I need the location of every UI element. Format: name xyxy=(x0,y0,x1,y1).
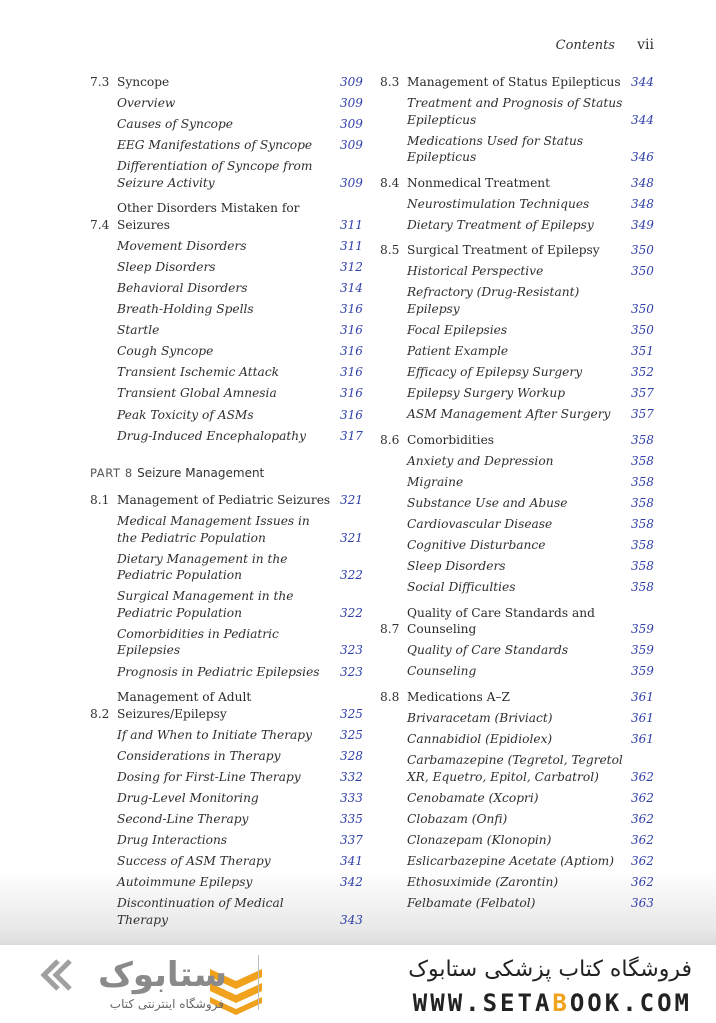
toc-section-8-5 xyxy=(380,242,653,423)
section-number: 8.7 xyxy=(380,622,400,637)
toc-entry[interactable] xyxy=(90,407,362,424)
toc-section-heading[interactable] xyxy=(90,492,362,509)
store-url-part-1: WWW.SETA xyxy=(412,989,553,1017)
section-number: 8.6 xyxy=(380,432,400,447)
toc-left-column xyxy=(90,74,362,937)
entry-title: Neurostimulation Techniques xyxy=(407,196,590,211)
entry-page-number[interactable]: 309 xyxy=(340,117,363,132)
entry-page-number[interactable]: 316 xyxy=(340,407,363,422)
logo-name: ستابوک xyxy=(98,955,227,995)
entry-title: Behavioral Disorders xyxy=(117,280,248,295)
toc-entry[interactable] xyxy=(380,284,653,317)
running-head-title: Contents xyxy=(555,38,615,53)
entry-page-number[interactable]: 316 xyxy=(340,386,363,401)
store-url-part-2: OOK.COM xyxy=(569,989,692,1017)
entry-page-number[interactable]: 361 xyxy=(631,710,654,725)
section-title: Medications A–Z xyxy=(407,689,510,704)
toc-entry[interactable] xyxy=(90,748,362,765)
entry-page-number[interactable]: 346 xyxy=(631,150,654,165)
entry-page-number[interactable]: 317 xyxy=(340,428,363,443)
entry-page-number[interactable]: 362 xyxy=(631,790,654,805)
entry-page-number[interactable]: 343 xyxy=(340,912,363,927)
entry-page-number[interactable]: 358 xyxy=(631,580,654,595)
entry-page-number[interactable]: 316 xyxy=(340,323,363,338)
toc-entry[interactable] xyxy=(90,853,362,870)
toc-entry[interactable] xyxy=(90,158,362,191)
publisher-footer xyxy=(0,945,716,1023)
toc-section-7-4 xyxy=(90,200,362,444)
entry-title: Quality of Care Standards xyxy=(407,643,569,658)
entry-title: Epilepsy Surgery Workup xyxy=(407,386,566,401)
toc-section-8-2 xyxy=(90,689,362,928)
toc-entry[interactable] xyxy=(380,811,653,828)
toc-entry[interactable] xyxy=(380,731,653,748)
entry-page-number[interactable]: 352 xyxy=(631,365,654,380)
toc-section-8-1 xyxy=(90,492,362,680)
entry-page-number[interactable]: 350 xyxy=(631,301,654,316)
store-url xyxy=(413,989,692,1017)
section-page-number[interactable]: 311 xyxy=(340,217,363,232)
section-title: Management of Pediatric Seizures xyxy=(117,493,331,508)
entry-page-number[interactable]: 314 xyxy=(340,280,363,295)
toc-entry[interactable] xyxy=(380,642,653,659)
toc-entry[interactable] xyxy=(380,516,653,533)
entry-title: Felbamate (Felbatol) xyxy=(407,896,536,911)
entry-title: Drug Interactions xyxy=(117,832,228,847)
entry-page-number[interactable]: 328 xyxy=(340,748,363,763)
toc-entry[interactable] xyxy=(90,588,362,621)
toc-entry[interactable] xyxy=(90,769,362,786)
entry-page-number[interactable]: 316 xyxy=(340,365,363,380)
entry-title: Comorbidities in Pediatric Epilepsies xyxy=(117,626,279,658)
entry-title: Autoimmune Epilepsy xyxy=(117,875,253,890)
section-page-number[interactable]: 361 xyxy=(631,689,654,704)
entry-page-number[interactable]: 309 xyxy=(340,175,363,190)
toc-section-heading[interactable] xyxy=(380,74,653,91)
entry-title: Social Difficulties xyxy=(407,580,516,595)
entry-page-number[interactable]: 322 xyxy=(340,568,363,583)
toc-entry[interactable] xyxy=(90,874,362,891)
toc-entry[interactable] xyxy=(90,895,362,928)
entry-page-number[interactable]: 321 xyxy=(340,530,363,545)
toc-entry[interactable] xyxy=(380,453,653,470)
entry-page-number[interactable]: 351 xyxy=(631,343,654,358)
entry-title: Historical Perspective xyxy=(407,264,544,279)
entry-title: Transient Global Amnesia xyxy=(117,386,277,401)
toc-entry[interactable] xyxy=(90,513,362,546)
entry-title: Cardiovascular Disease xyxy=(407,517,553,532)
entry-page-number[interactable]: 358 xyxy=(631,538,654,553)
entry-page-number[interactable]: 349 xyxy=(631,217,654,232)
toc-entry[interactable] xyxy=(90,664,362,681)
section-number: 7.4 xyxy=(90,217,110,232)
entry-title: Cough Syncope xyxy=(117,344,214,359)
entry-page-number[interactable]: 358 xyxy=(631,474,654,489)
toc-entry[interactable] xyxy=(90,428,362,445)
toc-section-8-4 xyxy=(380,175,653,234)
toc-entry[interactable] xyxy=(380,385,653,402)
entry-title: Refractory (Drug-Resistant) Epilepsy xyxy=(407,285,580,316)
entry-title: Movement Disorders xyxy=(117,238,247,253)
entry-page-number[interactable]: 359 xyxy=(631,643,654,658)
entry-title: ASM Management After Surgery xyxy=(407,407,611,422)
entry-title: Causes of Syncope xyxy=(117,117,234,132)
toc-section-heading[interactable] xyxy=(90,200,362,233)
section-page-number[interactable]: 350 xyxy=(631,243,654,258)
section-page-number[interactable]: 309 xyxy=(340,75,363,89)
part-heading xyxy=(90,466,362,480)
entry-title: Overview xyxy=(117,96,176,110)
entry-page-number[interactable]: 363 xyxy=(631,896,654,911)
entry-page-number[interactable]: 342 xyxy=(340,875,363,890)
toc-section-heading[interactable] xyxy=(380,432,653,449)
entry-title: Dosing for First-Line Therapy xyxy=(117,769,301,784)
entry-page-number[interactable]: 362 xyxy=(631,875,654,890)
entry-title: Peak Toxicity of ASMs xyxy=(117,407,254,422)
section-number: 7.3 xyxy=(90,75,110,89)
entry-page-number[interactable]: 362 xyxy=(631,832,654,847)
entry-page-number[interactable]: 323 xyxy=(340,643,363,658)
setabook-logo xyxy=(38,953,278,1019)
entry-page-number[interactable]: 357 xyxy=(631,407,654,422)
entry-title: Counseling xyxy=(407,664,477,679)
entry-title: Medical Management Issues in the Pediatric Population xyxy=(117,514,310,545)
section-title: Management of Adult Seizures/Epilepsy xyxy=(117,690,252,721)
section-number: 8.4 xyxy=(380,175,400,190)
toc-entry[interactable] xyxy=(90,137,362,154)
toc-entry[interactable] xyxy=(380,474,653,491)
entry-title: Clonazepam (Klonopin) xyxy=(407,832,552,847)
toc-entry[interactable] xyxy=(380,196,653,213)
part-title: Seizure Management xyxy=(137,466,265,481)
section-page-number[interactable]: 359 xyxy=(631,622,654,637)
section-page-number[interactable]: 325 xyxy=(340,706,363,721)
entry-title: Cognitive Disturbance xyxy=(407,538,546,553)
entry-page-number[interactable]: 362 xyxy=(631,811,654,826)
toc-entry[interactable] xyxy=(90,626,362,659)
entry-page-number[interactable]: 350 xyxy=(631,322,654,337)
entry-title: Sleep Disorders xyxy=(407,559,506,574)
toc-entry[interactable] xyxy=(380,495,653,512)
entry-title: Cannabidiol (Epidiolex) xyxy=(407,732,553,746)
toc-entry[interactable] xyxy=(90,95,362,112)
section-page-number[interactable]: 344 xyxy=(631,75,654,89)
toc-entry[interactable] xyxy=(90,364,362,381)
toc-entry[interactable] xyxy=(380,853,653,870)
entry-title: Second-Line Therapy xyxy=(117,811,249,826)
entry-page-number[interactable]: 316 xyxy=(340,344,363,359)
section-title: Management of Status Epilepticus xyxy=(407,75,621,89)
toc-entry[interactable] xyxy=(90,551,362,584)
entry-title: Considerations in Therapy xyxy=(117,748,281,763)
toc-entry[interactable] xyxy=(380,537,653,554)
toc-entry[interactable] xyxy=(90,343,362,360)
entry-title: Drug-Level Monitoring xyxy=(117,790,259,805)
toc-entry[interactable] xyxy=(380,364,653,381)
entry-page-number[interactable]: 311 xyxy=(340,238,363,253)
entry-page-number[interactable]: 322 xyxy=(340,605,363,620)
toc-entry[interactable] xyxy=(380,710,653,727)
toc-entry[interactable] xyxy=(90,259,362,276)
toc-entry[interactable] xyxy=(380,406,653,423)
toc-entry[interactable] xyxy=(380,790,653,807)
toc-entry[interactable] xyxy=(90,790,362,807)
entry-page-number[interactable]: 358 xyxy=(631,517,654,532)
entry-page-number[interactable]: 357 xyxy=(631,386,654,401)
entry-title: Anxiety and Depression xyxy=(407,453,554,468)
toc-section-8-3 xyxy=(380,74,653,166)
entry-page-number[interactable]: 309 xyxy=(340,96,363,110)
entry-title: Transient Ischemic Attack xyxy=(117,365,280,380)
toc-section-heading[interactable] xyxy=(380,242,653,259)
entry-title: Efficacy of Epilepsy Surgery xyxy=(407,365,583,380)
entry-title: Focal Epilepsies xyxy=(407,322,508,337)
entry-title: Patient Example xyxy=(407,343,509,358)
entry-page-number[interactable]: 337 xyxy=(340,832,363,847)
toc-entry[interactable] xyxy=(380,322,653,339)
entry-title: Drug-Induced Encephalopathy xyxy=(117,428,307,443)
toc-entry[interactable] xyxy=(90,301,362,318)
toc-section-8-6 xyxy=(380,432,653,596)
running-head-page-number: vii xyxy=(637,37,654,53)
entry-title: Ethosuximide (Zarontin) xyxy=(407,875,559,890)
toc-section-heading[interactable] xyxy=(380,689,653,706)
store-url-accent: B xyxy=(552,989,570,1017)
entry-page-number[interactable]: 333 xyxy=(340,790,363,805)
entry-page-number[interactable]: 312 xyxy=(340,259,363,274)
toc-section-7-3 xyxy=(90,74,362,191)
entry-page-number[interactable]: 362 xyxy=(631,769,654,784)
toc-entry[interactable] xyxy=(380,663,653,680)
toc-right-column xyxy=(380,74,653,921)
entry-title: Sleep Disorders xyxy=(117,259,216,274)
entry-title: Dietary Management in the Pediatric Population xyxy=(117,551,288,583)
entry-page-number[interactable]: 332 xyxy=(340,769,363,784)
toc-entry[interactable] xyxy=(90,385,362,402)
toc-entry[interactable] xyxy=(380,95,653,128)
toc-entry[interactable] xyxy=(90,280,362,297)
toc-section-heading[interactable] xyxy=(380,175,653,192)
entry-title: Discontinuation of Medical Therapy xyxy=(117,896,284,927)
entry-title: If and When to Initiate Therapy xyxy=(117,727,312,742)
toc-entry[interactable] xyxy=(380,579,653,596)
entry-title: Migraine xyxy=(407,474,464,489)
entry-page-number[interactable]: 335 xyxy=(340,811,363,826)
entry-page-number[interactable]: 362 xyxy=(631,853,654,868)
entry-page-number[interactable]: 344 xyxy=(631,112,654,127)
section-title: Comorbidities xyxy=(407,432,495,447)
toc-entry[interactable] xyxy=(90,322,362,339)
entry-page-number[interactable]: 350 xyxy=(631,264,654,279)
toc-entry[interactable] xyxy=(380,217,653,234)
entry-page-number[interactable]: 359 xyxy=(631,664,654,679)
toc-entry[interactable] xyxy=(90,832,362,849)
toc-entry[interactable] xyxy=(380,133,653,166)
entry-title: Carbamazepine (Tegretol, Tegretol XR, Equetro, Epitol, Carbatrol) xyxy=(407,753,623,784)
section-title: Other Disorders Mistaken for Seizures xyxy=(117,201,300,232)
entry-title: Clobazam (Onfi) xyxy=(407,811,508,826)
logo-divider xyxy=(258,955,259,1010)
entry-page-number[interactable]: 309 xyxy=(340,138,363,153)
toc-entry[interactable] xyxy=(90,727,362,744)
entry-title: Treatment and Prognosis of Status Epilepticus xyxy=(407,96,623,127)
entry-title: Substance Use and Abuse xyxy=(407,495,568,510)
toc-entry[interactable] xyxy=(380,832,653,849)
entry-page-number[interactable]: 361 xyxy=(631,732,654,746)
section-number: 8.1 xyxy=(90,493,110,508)
entry-page-number[interactable]: 323 xyxy=(340,664,363,679)
entry-title: Breath-Holding Spells xyxy=(117,302,254,317)
section-number: 8.5 xyxy=(380,243,400,258)
toc-entry[interactable] xyxy=(380,343,653,360)
toc-entry[interactable] xyxy=(380,874,653,891)
logo-tagline: فروشگاه اینترنتی کتاب xyxy=(109,997,224,1011)
toc-entry[interactable] xyxy=(380,895,653,912)
toc-section-heading[interactable] xyxy=(90,74,362,91)
section-page-number[interactable]: 348 xyxy=(631,175,654,190)
entry-page-number[interactable]: 358 xyxy=(631,495,654,510)
section-title: Syncope xyxy=(117,75,170,89)
section-number: 8.8 xyxy=(380,689,400,704)
toc-entry[interactable] xyxy=(90,238,362,255)
section-number: 8.3 xyxy=(380,75,400,89)
toc-section-heading[interactable] xyxy=(90,689,362,722)
section-title: Quality of Care Standards and Counseling xyxy=(407,605,595,637)
entry-title: Differentiation of Syncope from Seizure Activity xyxy=(117,159,313,190)
running-head xyxy=(556,37,654,53)
entry-title: Success of ASM Therapy xyxy=(117,854,271,869)
section-page-number[interactable]: 358 xyxy=(631,432,654,447)
entry-title: Surgical Management in the Pediatric Population xyxy=(117,589,294,620)
entry-title: Brivaracetam (Briviact) xyxy=(407,710,553,725)
part-number: 8 xyxy=(124,466,133,481)
entry-page-number[interactable]: 358 xyxy=(631,453,654,468)
entry-page-number[interactable]: 316 xyxy=(340,302,363,317)
entry-title: Cenobamate (Xcopri) xyxy=(407,790,539,805)
section-page-number[interactable]: 321 xyxy=(340,493,363,508)
entry-title: Startle xyxy=(117,323,160,338)
entry-title: Medications Used for Status Epilepticus xyxy=(407,133,584,165)
entry-title: Dietary Treatment of Epilepsy xyxy=(407,217,594,232)
entry-page-number[interactable]: 341 xyxy=(340,854,363,869)
toc-section-8-8 xyxy=(380,689,653,912)
toc-section-8-7 xyxy=(380,605,653,680)
entry-page-number[interactable]: 325 xyxy=(340,727,363,742)
toc-entry[interactable] xyxy=(90,811,362,828)
part-word: PART xyxy=(90,466,121,481)
section-title: Nonmedical Treatment xyxy=(407,175,551,190)
toc-entry[interactable] xyxy=(90,116,362,133)
entry-title: EEG Manifestations of Syncope xyxy=(117,138,313,153)
entry-page-number[interactable]: 348 xyxy=(631,196,654,211)
section-number: 8.2 xyxy=(90,706,110,721)
entry-title: Prognosis in Pediatric Epilepsies xyxy=(117,664,320,679)
toc-entry[interactable] xyxy=(380,558,653,575)
entry-page-number[interactable]: 358 xyxy=(631,559,654,574)
entry-title: Eslicarbazepine Acetate (Aptiom) xyxy=(407,853,614,868)
toc-entry[interactable] xyxy=(380,752,653,785)
toc-entry[interactable] xyxy=(380,263,653,280)
section-title: Surgical Treatment of Epilepsy xyxy=(407,243,600,258)
store-name: فروشگاه کتاب پزشکی ستابوک xyxy=(408,957,692,982)
toc-section-heading[interactable] xyxy=(380,605,653,638)
